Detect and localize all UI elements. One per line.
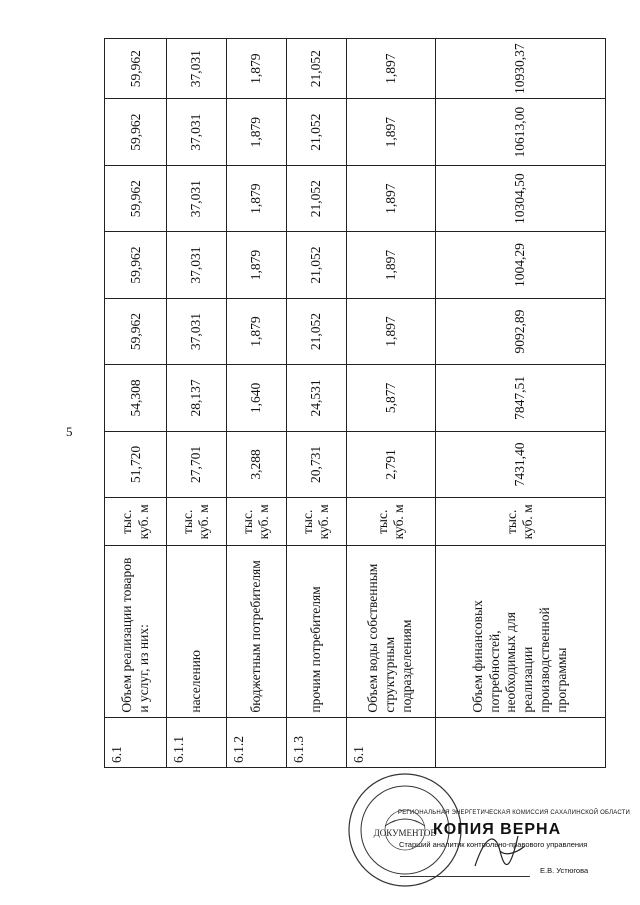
value-cell: 37,031 — [167, 298, 227, 364]
value-cell: 5,877 — [346, 365, 435, 431]
row-unit: тыс. куб. м — [435, 498, 605, 546]
row-code — [435, 717, 605, 767]
value-cell: 3,288 — [226, 431, 286, 497]
row-name: Объем реализации товаров и услуг, из них: — [105, 546, 167, 717]
value-cell: 21,052 — [286, 99, 346, 165]
value-cell: 9092,89 — [435, 298, 605, 364]
row-unit: тыс. куб. м — [286, 498, 346, 546]
value-cell: 1,879 — [226, 99, 286, 165]
value-cell: 1,879 — [226, 232, 286, 298]
value-cell: 1,879 — [226, 39, 286, 99]
value-cell: 27,701 — [167, 431, 227, 497]
row-code: 6.1.2 — [226, 717, 286, 767]
value-cell: 28,137 — [167, 365, 227, 431]
value-cell: 21,052 — [286, 165, 346, 231]
row-code: 6.1.1 — [167, 717, 227, 767]
value-cell: 59,962 — [105, 232, 167, 298]
data-table — [104, 38, 606, 768]
value-cell: 21,052 — [286, 298, 346, 364]
row-name: населению — [167, 546, 227, 717]
row-unit: тыс. куб. м — [167, 498, 227, 546]
value-cell: 1,640 — [226, 365, 286, 431]
table-row — [105, 39, 167, 768]
value-cell: 7847,51 — [435, 365, 605, 431]
value-cell: 10304,50 — [435, 165, 605, 231]
table-row — [435, 39, 605, 768]
row-unit: тыс. куб. м — [226, 498, 286, 546]
value-cell: 1,897 — [346, 39, 435, 99]
value-cell: 59,962 — [105, 165, 167, 231]
value-cell: 1,879 — [226, 165, 286, 231]
row-code: 6.1 — [105, 717, 167, 767]
value-cell: 7431,40 — [435, 431, 605, 497]
rotated-table-container — [104, 38, 606, 768]
value-cell: 1,897 — [346, 165, 435, 231]
certification-position: Старший аналитик контрольно-правового управления — [399, 840, 588, 849]
value-cell: 10930,37 — [435, 39, 605, 99]
value-cell: 1,897 — [346, 99, 435, 165]
table-row — [286, 39, 346, 768]
value-cell: 20,731 — [286, 431, 346, 497]
row-name: бюджетным потребителям — [226, 546, 286, 717]
value-cell: 37,031 — [167, 99, 227, 165]
row-name: прочим потребителям — [286, 546, 346, 717]
row-unit: тыс. куб. м — [346, 498, 435, 546]
value-cell: 37,031 — [167, 232, 227, 298]
row-unit: тыс. куб. м — [105, 498, 167, 546]
value-cell: 24,531 — [286, 365, 346, 431]
row-code: 6.1.3 — [286, 717, 346, 767]
handwritten-signature — [470, 826, 530, 876]
value-cell: 54,308 — [105, 365, 167, 431]
value-cell: 59,962 — [105, 39, 167, 99]
value-cell: 1,897 — [346, 298, 435, 364]
row-name: Объем воды собственным структурным подразделениям — [346, 546, 435, 717]
value-cell: 1,879 — [226, 298, 286, 364]
page-number: 5 — [66, 424, 73, 439]
value-cell: 37,031 — [167, 39, 227, 99]
table-row — [346, 39, 435, 768]
table-row — [226, 39, 286, 768]
row-name: Объем финансовых потребностей, необходимых для реализации производственной программы — [435, 546, 605, 717]
value-cell: 21,052 — [286, 232, 346, 298]
certification-title: КОПИЯ ВЕРНА — [433, 821, 562, 838]
table-row — [167, 39, 227, 768]
value-cell: 59,962 — [105, 298, 167, 364]
value-cell: 37,031 — [167, 165, 227, 231]
row-code: 6.1 — [346, 717, 435, 767]
value-cell: 10613,00 — [435, 99, 605, 165]
value-cell: 51,720 — [105, 431, 167, 497]
stamp-text: ДОКУМЕНТОВ — [373, 828, 437, 838]
value-cell: 1,897 — [346, 232, 435, 298]
signature-line — [400, 876, 530, 877]
value-cell: 2,791 — [346, 431, 435, 497]
value-cell: 59,962 — [105, 99, 167, 165]
value-cell: 1004,29 — [435, 232, 605, 298]
certification-organization: РЕГИОНАЛЬНАЯ ЭНЕРГЕТИЧЕСКАЯ КОМИССИЯ САХАЛИНСКОЙ ОБЛАСТИ — [398, 810, 631, 816]
certification-signer: Е.В. Устюгова — [540, 866, 589, 875]
value-cell: 21,052 — [286, 39, 346, 99]
